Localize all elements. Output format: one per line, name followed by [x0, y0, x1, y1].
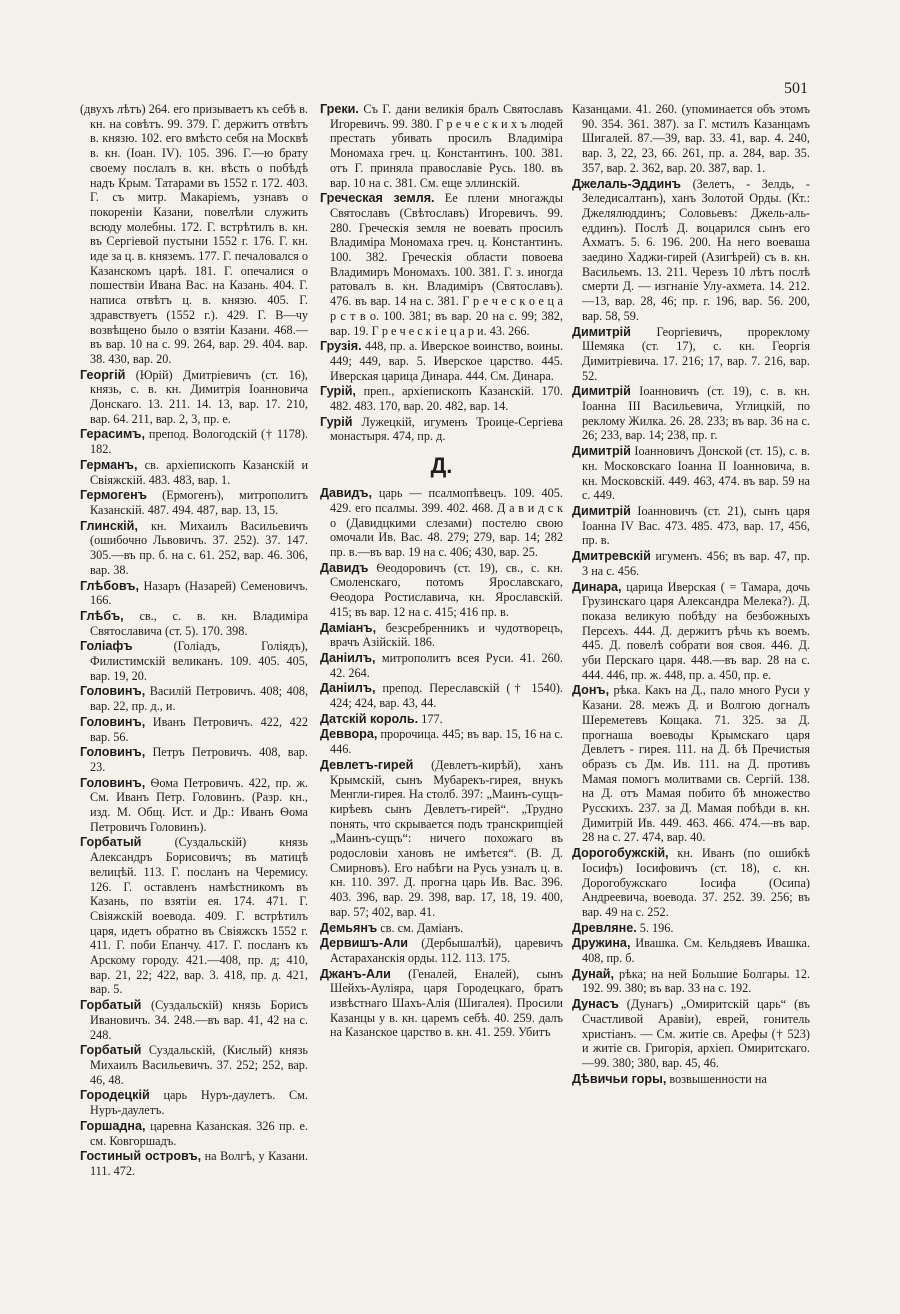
- entry-text: Съ Г. дани великія бралъ Святославъ Игоревичъ. 99. 380. Г р е ч е с к и х ъ людей престать убивать просилъ Владиміра Мономаха греч. ц. Константинъ. 100. 381. отъ Г. приняла православіе Русь. 180. въ вар. 10 на с. 381. См. еще эллинскій.: [330, 102, 564, 190]
- index-entry: [320, 191, 563, 338]
- index-entry: [572, 177, 810, 324]
- index-entry: [572, 504, 810, 548]
- index-entry: [320, 681, 563, 710]
- entry-text: Іоанновичъ Донской (ст. 15), с. в. кн. Московскаго Іоанна II Іоанновича, в. кн. Московскій. 449. 463, 474. въ вар. 59 на с. 449.: [582, 444, 810, 503]
- entry-headword: Головинъ,: [80, 714, 146, 729]
- entry-headword: Глинскій,: [80, 518, 138, 533]
- entry-headword: Даміанъ,: [320, 620, 377, 635]
- index-entry: [320, 102, 563, 190]
- index-entry: [320, 651, 563, 680]
- entry-text: митрополитъ всея Руси. 41. 260. 42. 264.: [330, 650, 563, 680]
- index-entry: [80, 776, 308, 835]
- entry-headword: Давидъ: [320, 560, 369, 575]
- entry-text: Іоанновичъ (ст. 19), с. в. кн. Іоанна III Васильевича, Углицкій, по рекломy Жилка. 26. 28. 233; въ вар. 36 на с. 26; 233, вар. 14; 238, пр. г.: [582, 384, 810, 443]
- index-entry: [80, 684, 308, 713]
- entry-text: царь — псалмопѣвецъ. 109. 405. 429. его псалмы. 399. 402. 468. Д а в и д с к о (Давидцкими слезами) постелю свою омочали Ив. Вас. 48. 279; 279, вар. 14; 282 пр. в.—въ вар. 19 на с. 406; 430, вар. 25.: [330, 486, 563, 559]
- index-entry: [572, 102, 810, 176]
- entry-text: игуменъ. 456; въ вар. 47, пр. 3 на с. 456.: [582, 549, 810, 578]
- entry-text: (Геналей, Еналей), сынъ Шейхъ-Ауліяра, царя Городецкаго, братъ извѣстнаго Шахъ-Алія (Шигалея). Просили Казанцы у в. кн. царемъ себѣ. 40. 259. далъ на Казанское царство в. кн. 41. 259. Убитъ: [330, 966, 563, 1040]
- entry-text: Петръ Петровичъ. 408, вар. 23.: [90, 745, 308, 774]
- index-entry: [320, 727, 563, 756]
- index-entry: [80, 1119, 308, 1148]
- entry-text: Георгіевичъ, прорекломy Шемяка (ст. 17), с. кн. Георгія Димитріевича. 17. 216; 17, вар. 7. 216, вар. 52.: [582, 324, 810, 383]
- entry-text: Назаръ (Назарей) Семеновичъ. 166.: [90, 578, 308, 608]
- index-entry: [320, 415, 563, 444]
- entry-text: 448, пр. а. Иверское воинство, воины. 449; 449, вар. 5. Иверское царство. 445. Иверская царица Динара. 444. См. Динара.: [330, 339, 564, 383]
- entry-headword: Димитрій: [572, 444, 631, 459]
- index-entry: [572, 549, 810, 578]
- entry-headword: Горбатый: [80, 998, 142, 1013]
- entry-headword: Демьянъ: [320, 920, 378, 935]
- entry-text: (Девлетъ-кирѣй), ханъ Крымскій, сынъ Мубарекъ-гирея, внукъ Менгли-гирея. На столб. 397: „Маинъ-сущъ-кирѣевъ сынъ Девлетъ-гирей“. „Трудно понять, что скрывается подъ транскрипціей „Маинъ-сущъ“: ничего похожаго въ родословіи хановъ не имѣется“. (В. Д. Смирновъ). Его набѣги на Русь узналъ ц. в. кн. 110. 397. Д. прогна царь Ив. Вас. 396. 403. 396, вар. 29. 398, вар. 17, 18, 19. 400, вар. 57; 402, вар. 41.: [330, 757, 563, 919]
- entry-text: (Зелетъ, - Зелдь, - Зеледисалтанъ), ханъ Золотой Орды. (Кт.: Джелялюддинъ; Соловьевъ: Джель-аль-еддинъ). Послѣ Д. воцарился сынъ его Ахматъ. 5. 6. 196. 200. На него воеваша заедино Хаджи-гирей (Азигѣрей) съ в. кн. Васильемъ. 13. 211. Черезъ 10 лѣтъ послѣ смерти Д. — изгнаніе Улу-ахмета. 14. 212.—13, вар. 28, 46; пр. г. 196, вар. 56. 200, вар. 58, 59.: [582, 176, 810, 323]
- entry-headword: Головинъ,: [80, 684, 146, 699]
- entry-text: пророчица. 445; въ вар. 15, 16 на с. 446.: [330, 727, 563, 757]
- entry-headword: Греческая земля.: [320, 191, 435, 206]
- entry-headword: Герасимъ,: [80, 427, 145, 442]
- column-right: [572, 102, 810, 1087]
- entry-headword: Глѣбъ,: [80, 608, 124, 623]
- entry-headword: Греки.: [320, 102, 359, 116]
- entry-headword: Датскій король.: [320, 711, 419, 726]
- index-entry: [80, 102, 308, 367]
- entry-headword: Гурій: [320, 414, 353, 429]
- entry-headword: Деввора,: [320, 727, 378, 742]
- entry-headword: Дервишъ-Али: [320, 936, 409, 951]
- entry-text: на Волгѣ, у Казани. 111. 472.: [90, 1149, 309, 1178]
- entry-text: Ее плени многажды Святославъ (Свѣтославъ) Игоревичъ. 99. 280. Греческія земля не воевать просилъ Владиміра Мономаха греч. ц. Константинъ. 100. 382. Греческія области повоева Владимиръ Мономахъ. 100. 381. Г. з. иногда ратовалъ в. кн. Владиміръ (Святославъ). 476. въ вар. 14 на с. 381. Г р е ч е с к о е ц а р с т в о. 100. 381; въ вар. 20 на с. 99; 382, вар. 19. Г р е ч е с к і е ц а р и. 43. 266.: [330, 191, 563, 338]
- index-entry: [320, 339, 563, 383]
- index-entry: [80, 1088, 308, 1117]
- entry-headword: Древляне.: [572, 920, 637, 935]
- index-entry: [572, 444, 810, 503]
- entry-headword: Динара,: [572, 579, 622, 594]
- index-entry: [80, 998, 308, 1042]
- entry-text: рѣка. Какъ на Д., пало много Руси у Казани. 28. межъ Д. и Волгою догналъ Шереметевъ Кощака. 71. 325. за Д. прогнаша воеводы Крымскаго царя Девлетъ - гирея. 111. на Д. бѣ Пречистыя образъ съ Дм. Ив. 111. на Д. противъ Мамая помогъ молитвами св. Сергій. 138. на Д. отъ Мамая побито бѣ множество Русскихъ. 237. за Д. Мамая побѣди в. кн. Димитрій Ив. 449. 463. 466. 474.—въ вар. 28 на с. 27. 474, вар. 40.: [582, 683, 811, 845]
- entry-headword: Головинъ,: [80, 775, 146, 790]
- entry-headword: Димитрій: [572, 324, 631, 339]
- entry-text: препод. Переславскій († 1540). 424; 424, вар. 43, 44.: [330, 681, 563, 711]
- entry-text: св. архіепископъ Казанскій и Свіяжскій. 483. 483, вар. 1.: [90, 457, 308, 487]
- entry-text: Ѳома Петровичъ. 422, пр. ж. См. Иванъ Петр. Головинъ. (Разр. кн., изд. М. Общ. Ист. и Др.: Иванъ Ѳома Петровичъ Головинъ).: [90, 775, 308, 834]
- index-entry: [80, 835, 308, 997]
- index-entry: [80, 519, 308, 578]
- index-entry: [572, 921, 810, 936]
- entry-text: царевна Казанская. 326 пр. е. см. Ковгоршадъ.: [90, 1118, 308, 1148]
- entry-headword: Георгій: [80, 367, 126, 382]
- entry-headword: Дунай,: [572, 966, 614, 981]
- index-entry: [80, 609, 308, 638]
- index-entry: [572, 683, 810, 845]
- entry-headword: Дѣвичьи горы,: [572, 1071, 667, 1086]
- entry-text: (Юрій) Дмитріевичъ (ст. 16), князь, с. в. кн. Димитрія Іоанновича Донскаго. 13. 211. 14. 13, вар. 17. 210, вар. 64. 211, вар. 2, 3, пр. е.: [90, 367, 308, 426]
- index-entry: [320, 621, 563, 650]
- entry-headword: Дружина,: [572, 936, 631, 951]
- entry-text: Ивашка. См. Кельдяевъ Ивашка. 408, пр. б.: [582, 936, 811, 966]
- index-entry: [80, 368, 308, 427]
- index-entry: [572, 384, 810, 443]
- entry-text: (Суздальскій) князь Александръ Борисовичъ; въ матицѣ велицѣй. 113. Г. посланъ на Черемису. 126. Г. оставленъ намѣстникомъ въ Казань, по взятіи ея. 174. 471. Г. Свіяжскій воевода. 409. Г. встрѣтилъ царя, идетъ обратно въ Свіяжскъ 1552 г. 411. Г. поби Епанчу. 417. Г. посланъ къ Арскому городу. 421.—408, пр. д; 410, вар. 21, 22; 422, вар. 3. 418, пр. д. 421, вар. 5.: [90, 835, 308, 997]
- entry-text: безсребренникъ и чудотворецъ, врачъ Азійскій. 186.: [330, 620, 563, 650]
- entry-text: (Суздальскій) князь Борисъ Ивановичъ. 34. 248.—въ вар. 41, 42 на с. 248.: [90, 998, 308, 1042]
- entry-headword: Горбатый: [80, 1043, 142, 1058]
- entry-headword: Димитрій: [572, 503, 631, 518]
- index-entry: [80, 639, 308, 683]
- index-entry: [320, 936, 563, 965]
- index-entry: [572, 1072, 810, 1087]
- index-entry: [320, 561, 563, 620]
- index-entry: [572, 325, 810, 384]
- index-entry: [572, 580, 810, 683]
- index-entry: [80, 715, 308, 744]
- entry-headword: Горбатый: [80, 835, 142, 850]
- entry-text: (Дербышалѣй), царевичъ Астараханскія орды. 112. 113. 175.: [330, 936, 563, 965]
- page-number: 501: [784, 80, 808, 97]
- index-entry: [572, 967, 810, 996]
- index-entry: [80, 745, 308, 774]
- index-entry: [572, 846, 810, 920]
- entry-headword: Дорогобужскій,: [572, 846, 669, 861]
- index-entry: [80, 1149, 308, 1178]
- index-entry: [320, 921, 563, 936]
- entry-headword: Дмитревскій: [572, 549, 651, 564]
- entry-headword: Голіафъ: [80, 639, 133, 654]
- entry-headword: Даніилъ,: [320, 650, 376, 665]
- column-left: [80, 102, 308, 1180]
- entry-text: возвышенности на: [669, 1071, 767, 1086]
- entry-headword: Дунасъ: [572, 997, 619, 1012]
- index-entry: [320, 967, 563, 1041]
- column-middle: [320, 102, 563, 1041]
- index-entry: [320, 384, 563, 413]
- index-entry: [320, 758, 563, 920]
- entry-text: 177.: [421, 711, 443, 726]
- entry-headword: Гурій,: [320, 384, 356, 399]
- entry-text: Іоанновичъ (ст. 21), сынъ царя Іоанна IV Вас. 473. 485. 473, вар. 17, 456, пр. в.: [582, 503, 810, 548]
- entry-headword: Даніилъ,: [320, 681, 376, 696]
- entry-text: Лужецкій, игуменъ Троице-Сергіева монастыря. 474, пр. д.: [330, 414, 563, 444]
- entry-text: преп., архіепископъ Казанскій. 170. 482. 483. 170, вар. 20. 482, вар. 14.: [330, 384, 563, 414]
- entry-headword: Головинъ,: [80, 745, 146, 760]
- entry-headword: Джанъ-Али: [320, 966, 391, 981]
- entry-headword: Городецкій: [80, 1088, 150, 1103]
- entry-text: царь Нуръ-даулетъ. См. Нуръ-даулетъ.: [90, 1088, 308, 1118]
- entry-headword: Донъ,: [572, 683, 610, 698]
- entry-text: Суздальскій, (Кислый) князь Михаилъ Васильевичъ. 37. 252; 252, вар. 46, 48.: [90, 1043, 308, 1087]
- index-entry: [80, 579, 308, 608]
- entry-headword: Димитрій: [572, 384, 631, 399]
- entry-headword: Глѣбовъ,: [80, 578, 139, 593]
- entry-headword: Гермогенъ: [80, 488, 147, 503]
- entry-headword: Гостиный островъ,: [80, 1149, 202, 1164]
- index-entry: [80, 1043, 308, 1087]
- entry-text: Василій Петровичъ. 408; 408, вар. 22, пр. д., и.: [90, 684, 309, 714]
- entry-headword: Горшадна,: [80, 1118, 146, 1133]
- section-letter: Д.: [430, 453, 453, 479]
- entry-headword: Джелаль-Эддинъ: [572, 176, 681, 191]
- entry-text: царица Иверская ( = Тамара, дочь Грузинскаго царя Александра Мелека?). Д. показа великую побѣду на безбожныхъ Персехъ. 444. Д. держитъ рѣчь къ воемъ. 445. Д. повелѣ собрати воя своя. 446. Д. уби Перскаго царя. 448.—въ вар. 28 на с. 444. 446, пр. ж. 448, пр. а. 450, пр. е.: [582, 579, 811, 682]
- entry-text: препод. Вологодскій († 1178). 182.: [90, 427, 309, 457]
- entry-text: Ѳеодоровичъ (ст. 19), св., с. кн. Смоленскаго, потомъ Ярославскаго, Ѳеодора Ростиславича, кн. Ярославскій. 415; въ вар. 12 на с. 415; 416 пр. в.: [330, 560, 563, 619]
- entry-headword: Грузія.: [320, 339, 362, 354]
- entry-text: рѣка; на ней Большие Болгары. 12. 192. 99. 380; въ вар. 33 на с. 192.: [582, 966, 811, 996]
- entry-headword: Давидъ,: [320, 486, 372, 501]
- index-entry: [320, 486, 563, 560]
- entry-text: св. см. Даміанъ.: [380, 920, 464, 935]
- entry-text: (Дунагъ) „Омиритскій царь“ (въ Счастливой Аравіи), еврей, гонитель христіанъ. — См. житіе св. Арефы († 523) и житіе св. Григорія, архіеп. Омиритскаго.—99. 380; 380, вар. 45, 46.: [582, 997, 811, 1070]
- entry-headword: Германъ,: [80, 457, 138, 472]
- index-entry: [320, 712, 563, 727]
- entry-text: св., с. в. кн. Владиміра Святославича (ст. 5). 170. 398.: [90, 608, 309, 638]
- entry-text: Казанцами. 41. 260. (упоминается объ этомъ 90. 354. 361. 387). за Г. мстилъ Казанцамъ Шигалей. 87.—39, вар. 33. 41, вар. 4. 240, вар. 3, 22, 23, 66. 261, пр. а. 284, вар. 35. 357, вар. 2. 362, вар. 20. 387, вар. 1.: [572, 102, 810, 175]
- entry-text: (Голіадъ, Голіядъ), Филистимскій великанъ. 109. 405. 405, вар. 19, 20.: [90, 639, 308, 683]
- index-entry: [80, 458, 308, 487]
- entry-text: 5. 196.: [639, 920, 674, 935]
- entry-headword: Девлетъ-гирей: [320, 757, 414, 772]
- index-entry: [572, 936, 810, 965]
- entry-text: Иванъ Петровичъ. 422, 422 вар. 56.: [90, 714, 308, 744]
- index-entry: [80, 488, 308, 517]
- index-entry: [80, 427, 308, 456]
- index-entry: [572, 997, 810, 1071]
- entry-text: (Ермогенъ), митрополитъ Казанскій. 487. 494. 487, вар. 13, 15.: [90, 488, 308, 517]
- entry-text: (двухъ лѣтъ) 264. его призываетъ къ себѣ в. кн. на совѣтъ. 99. 379. Г. держитъ отвѣтъ в. князю. 102. его вмѣсто себя на Москвѣ в. кн. (Іоан. IV). 105. 396. Г.—ю брату своему послалъ в. кн. вѣсть о побѣдѣ надъ Крым. Татарами въ 1552 г. 172. 403. Г. съ митр. Макаріемъ, узнавъ о покореніи Казани, повелѣли служить всюду молебны. 172. Г. встрѣтилъ в. кн. въ Сергіевой пустыни 1552 г. 176. Г. кн. иде за ц. в. княземъ. 177. Г. печаловался о Казанскомъ царѣ. 181. Г. опечалися о пошествіи Ивана Вас. на Казань. 404. Г. написа отвѣтъ ц. в. князю. 405. Г. здравствуетъ (1552 г.). 429. Г. В—чу возвѣщено было о взятіи Казани. 468.—въ вар. 10 на с. 99. 264, вар. 29. 404. вар. 38. 430, вар. 20.: [80, 102, 308, 366]
- entry-text: кн. Иванъ (по ошибкѣ Іосифъ) Іосифовичъ (ст. 18), с. кн. Дорогобужскаго Іосифа (Осипа) Андреевича, воевода. 37. 252. 39. 256; въ вар. 49 на с. 252.: [582, 846, 811, 919]
- entry-text: кн. Михаилъ Васильевичъ (ошибочно Львовичъ. 37. 252). 37. 147. 305.—въ пр. б. на с. 61. 252, вар. 46. 306, вар. 38.: [90, 518, 308, 577]
